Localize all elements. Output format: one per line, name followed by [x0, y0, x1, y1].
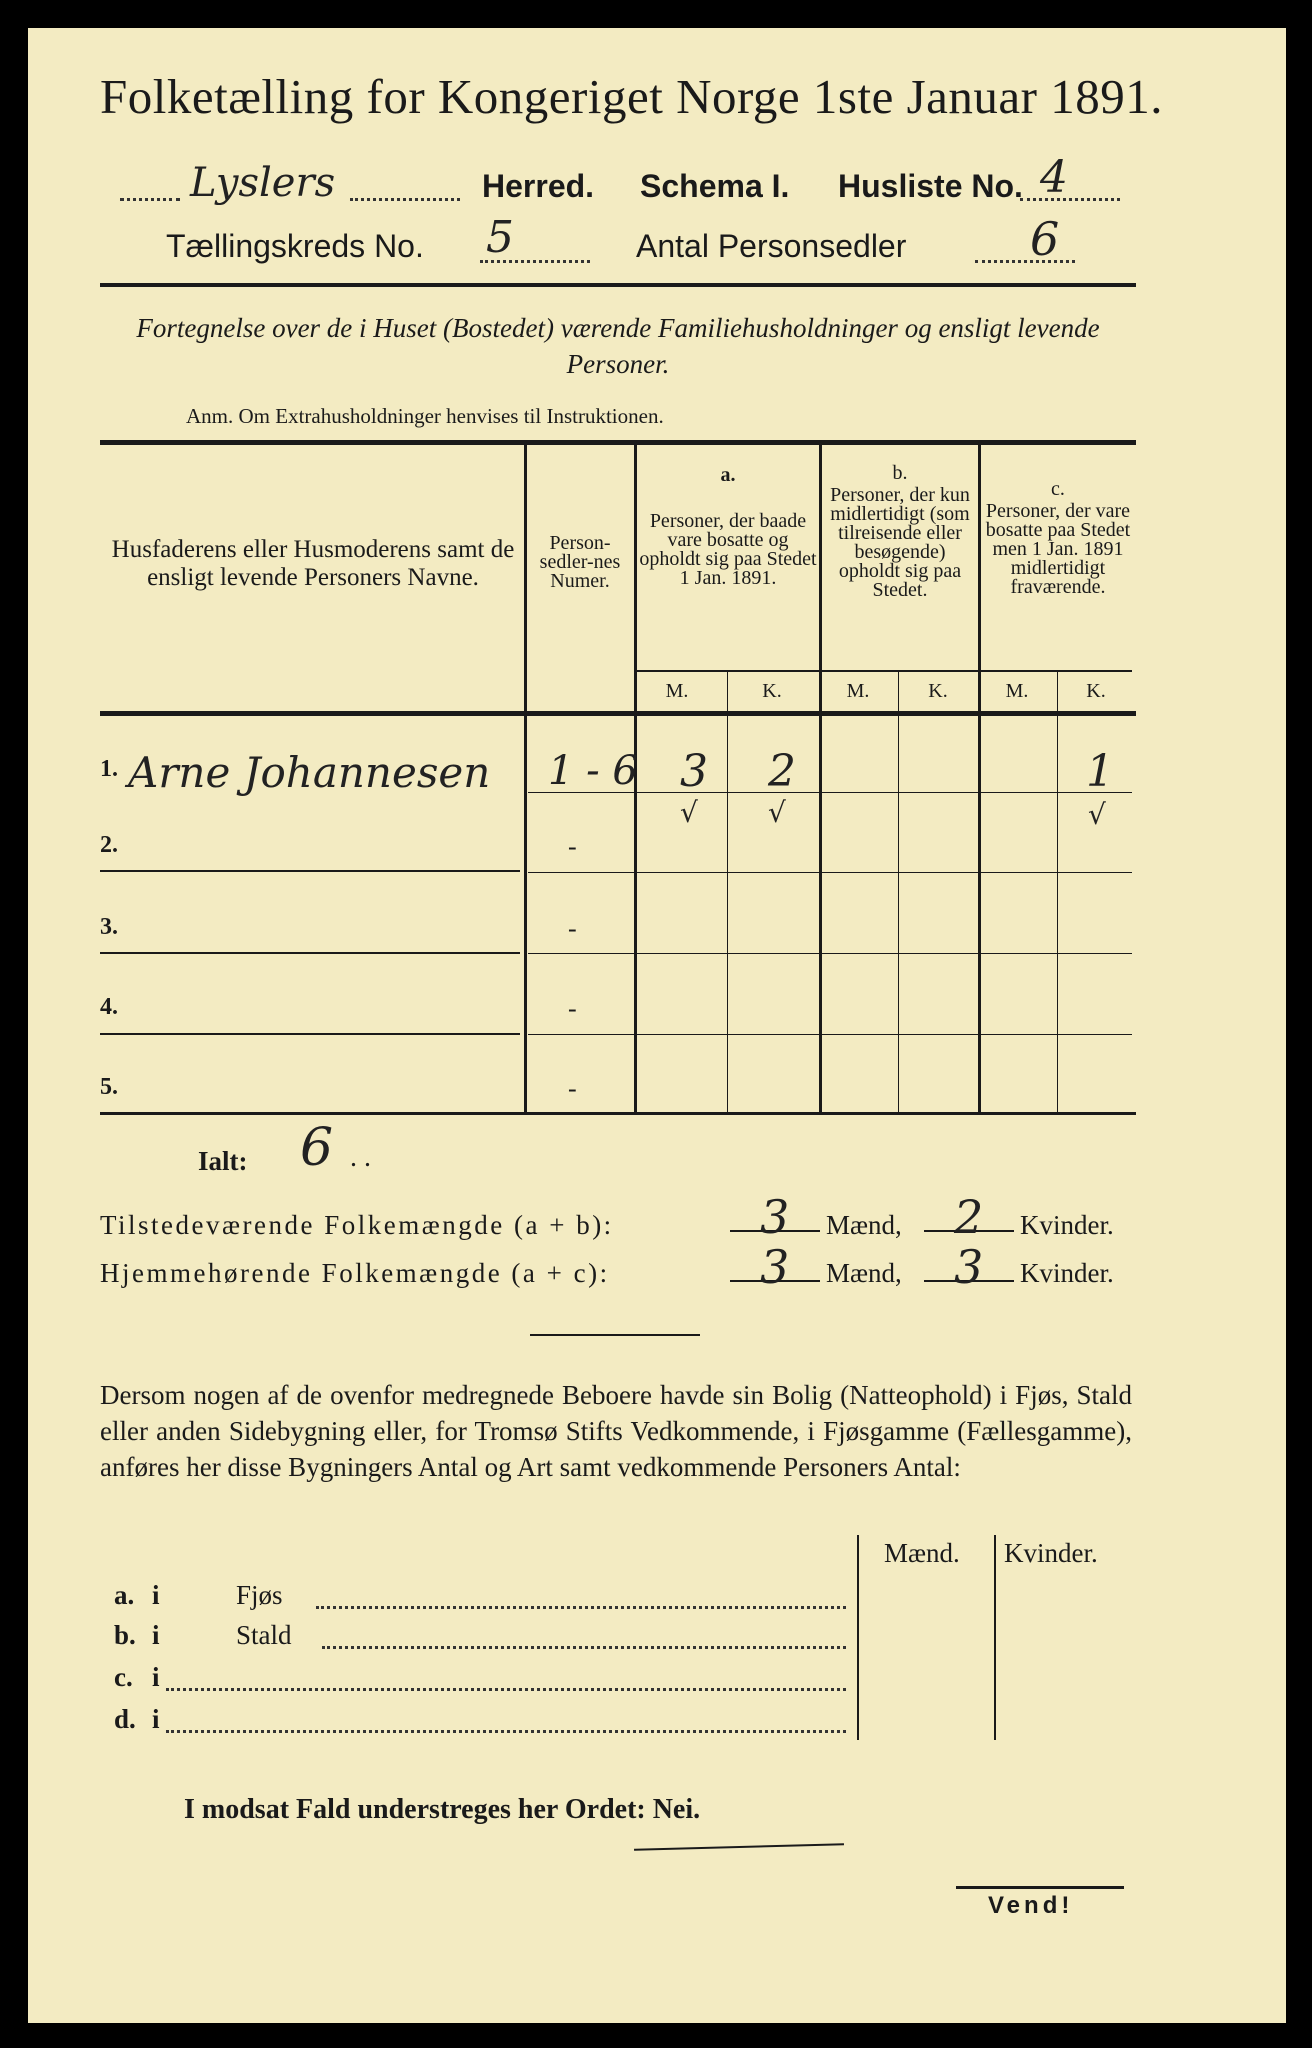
herred-value: Lyslers [190, 160, 336, 206]
item-dots [166, 1730, 846, 1733]
col-b-letter: b. [892, 462, 908, 484]
item-prep: i [152, 1704, 160, 1734]
ialt-dots: . . [350, 1142, 371, 1173]
maend-label: Mænd, [826, 1210, 902, 1240]
row-rule [528, 872, 1132, 873]
col-c-letter: c. [1051, 478, 1065, 500]
antal-dots [975, 260, 1075, 263]
hjemme-k: 3 [954, 1240, 984, 1294]
antal-value: 6 [1030, 212, 1060, 266]
ialt-label: Ialt: [198, 1146, 248, 1176]
col-a-m: M. [665, 680, 689, 702]
item-prep: i [152, 1580, 160, 1610]
row-number: 5. [100, 1074, 118, 1100]
check-icon: √ [680, 796, 698, 829]
kreds-value: 5 [486, 212, 514, 263]
tilstede-label: Tilstedeværende Folkemængde (a + b): [100, 1210, 614, 1240]
item-dots [166, 1688, 846, 1691]
row-number: 4. [100, 994, 118, 1020]
row-numer: - [568, 1074, 577, 1103]
item-prep: i [152, 1662, 160, 1692]
col-c-mk-divider [1057, 672, 1058, 1112]
herred-dots-2 [350, 198, 460, 201]
row-rule [100, 952, 520, 954]
item-prep: i [152, 1620, 160, 1650]
row-number: 1. [100, 756, 118, 782]
item-letter: b. [114, 1620, 136, 1650]
row-c-k: 1 [1086, 746, 1114, 797]
sidebygning-paragraph: Dersom nogen af de ovenfor medregnede Beboere havde sin Bolig (Natteophold) i Fjøs, Stald eller anden Sidebygning eller, for Tromsø Stifts Vedkommende, i Fjøsgamme (Fællesgamme), anføres her disse Bygningers Antal og Art samt vedkommende Personers Antal: [100, 1380, 1132, 1482]
row-rule [100, 1033, 520, 1035]
item-letter: a. [114, 1580, 135, 1610]
herred-label: Herred. [482, 168, 595, 204]
row-rule [528, 1034, 1132, 1035]
maend-label: Mænd, [826, 1258, 902, 1288]
row-name: Arne Johannesen [128, 748, 491, 797]
antal-label: Antal Personsedler [636, 228, 907, 264]
vend-label: Vend! [988, 1892, 1074, 1919]
header-rule [100, 283, 1136, 287]
col-c-m: M. [1005, 680, 1029, 702]
col-b-m: M. [846, 680, 870, 702]
anm-note: Anm. Om Extrahusholdninger henvises til Instruktionen. [186, 404, 664, 428]
check-icon: √ [768, 796, 786, 829]
col-divider-4 [978, 445, 981, 1112]
kreds-label: Tællingskreds No. [166, 228, 424, 264]
col-a-k: K. [762, 680, 782, 702]
list-divider [994, 1535, 996, 1740]
col-a-header: Personer, der baade vare bosatte og opholdt sig paa Stedet 1 Jan. 1891. [639, 510, 817, 589]
kvinder-label: Kvinder. [1020, 1210, 1114, 1240]
herred-dots [120, 198, 180, 201]
hjemme-m: 3 [760, 1240, 790, 1294]
husliste-label: Husliste No. [838, 168, 1023, 204]
ialt-value: 6 [300, 1118, 334, 1178]
check-icon: √ [1088, 798, 1106, 831]
col-kvinder: Kvinder. [1004, 1538, 1098, 1568]
row-numer: - [568, 832, 577, 861]
hjemme-label: Hjemmehørende Folkemængde (a + c): [100, 1258, 610, 1288]
col-b-mk-divider [898, 672, 899, 1112]
col-b-header: Personer, der kun midlertidigt (som tilreisende eller besøgende) opholdt sig paa Stedet. [830, 484, 970, 601]
item-letter: c. [114, 1662, 133, 1692]
col-divider-1 [524, 445, 527, 1112]
list-divider [857, 1535, 859, 1740]
tilstede-m: 3 [760, 1190, 790, 1244]
item-label: Fjøs [236, 1580, 283, 1610]
tilstede-k: 2 [954, 1190, 984, 1244]
row-rule [528, 953, 1132, 954]
col-maend: Mænd. [884, 1538, 960, 1568]
vend-rule [956, 1886, 1124, 1889]
row-a-m: 3 [680, 746, 708, 797]
item-letter: d. [114, 1704, 136, 1734]
modsat-text: I modsat Fald understreges her Ordet: Nei. [184, 1794, 701, 1825]
row-number: 3. [100, 914, 118, 940]
row-numer: - [568, 914, 577, 943]
husliste-value: 4 [1040, 152, 1068, 203]
col-a-mk-divider [727, 672, 728, 1112]
col-numer-header: Person-sedler-nes Numer. [539, 532, 621, 592]
separator [530, 1334, 700, 1336]
row-a-k: 2 [768, 746, 796, 797]
row-numer: - [568, 994, 577, 1023]
item-dots [322, 1646, 846, 1649]
schema-label: Schema I. [640, 168, 790, 204]
row-number: 2. [100, 832, 118, 858]
item-label: Stald [236, 1620, 292, 1650]
row-rule [100, 870, 520, 872]
row-numer: 1 - 6 [548, 748, 638, 794]
col-name-header: Husfaderens eller Husmoderens samt de ensligt levende Personers Navne. [111, 536, 515, 591]
table-bottom-rule [100, 1112, 1136, 1115]
kvinder-label: Kvinder. [1020, 1258, 1114, 1288]
col-c-k: K. [1086, 680, 1106, 702]
intro-text: Fortegnelse over de i Huset (Bostedet) værende Familiehusholdninger og ensligt levende Personer. [136, 313, 1100, 379]
kreds-dots [480, 260, 590, 263]
col-b-k: K. [928, 680, 948, 702]
col-c-header: Personer, der vare bosatte paa Stedet men 1 Jan. 1891 midlertidigt fraværende. [985, 500, 1131, 598]
item-dots [316, 1606, 846, 1609]
col-a-letter: a. [720, 464, 736, 486]
form-title: Folketælling for Kongeriget Norge 1ste Januar 1891. [100, 69, 1163, 124]
husliste-dots [1020, 198, 1120, 201]
